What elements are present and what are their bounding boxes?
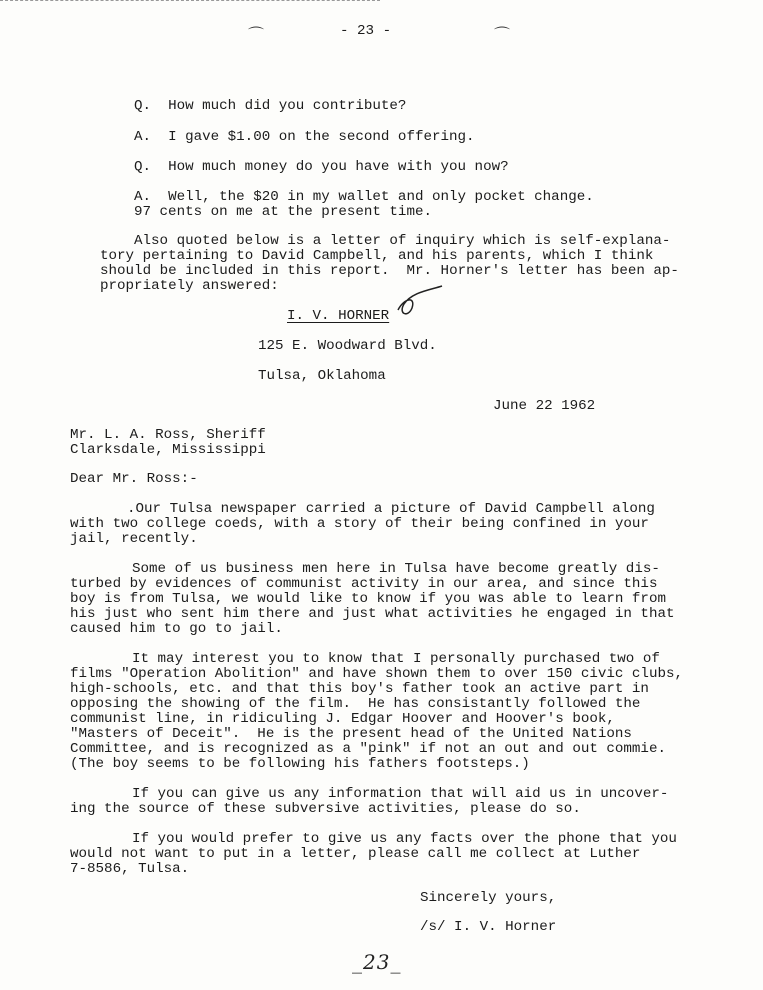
handwritten-mark: [390, 284, 450, 324]
closing: Sincerely yours,: [420, 890, 557, 906]
tick-mark-right: ⌒: [494, 25, 511, 44]
paragraph-line: If you would prefer to give us any facts over the phone that you: [132, 831, 677, 847]
paragraph-line: "Masters of Deceit". He is the present head of the United Nations: [70, 726, 632, 742]
signature: /s/ I. V. Horner: [420, 919, 557, 935]
paragraph-line: films "Operation Abolition" and have shown them to over 150 civic clubs,: [70, 666, 683, 682]
intro-line: tory pertaining to David Campbell, and his parents, which I think: [100, 248, 654, 264]
paragraph-line: high-schools, etc. and that this boy's father took an active part in: [70, 681, 649, 697]
salutation: Dear Mr. Ross:-: [70, 471, 198, 487]
intro-line: propriately answered:: [100, 278, 279, 294]
handwritten-page-number: _23_: [352, 950, 402, 974]
paragraph-line: ing the source of these subversive activities, please do so.: [70, 801, 581, 817]
qa-line-3: Q. How much money do you have with you now?: [134, 159, 509, 175]
qa-line-4-continued: 97 cents on me at the present time.: [134, 204, 432, 220]
paragraph-line: .Our Tulsa newspaper carried a picture of David Campbell along: [127, 501, 655, 517]
intro-line: should be included in this report. Mr. Horner's letter has been ap-: [100, 263, 679, 279]
paragraph-line: It may interest you to know that I personally purchased two of: [132, 651, 660, 667]
qa-line-1: Q. How much did you contribute?: [134, 98, 407, 114]
page-number-header: - 23 -: [340, 23, 392, 39]
paragraph-line: his just who sent him there and just what activities he engaged in that: [70, 606, 675, 622]
intro-line: Also quoted below is a letter of inquiry which is self-explana-: [134, 233, 671, 249]
paragraph-line: communist line, in ridiculing J. Edgar Hoover and Hoover's book,: [70, 711, 615, 727]
paragraph-line: opposing the showing of the film. He has consistantly followed the: [70, 696, 641, 712]
paragraph-line: If you can give us any information that will aid us in uncover-: [132, 786, 669, 802]
letterhead-city: Tulsa, Oklahoma: [258, 368, 386, 384]
recipient-line-1: Mr. L. A. Ross, Sheriff: [70, 427, 266, 443]
qa-line-4: A. Well, the $20 in my wallet and only pocket change.: [134, 189, 594, 205]
recipient-line-2: Clarksdale, Mississippi: [70, 442, 266, 458]
paragraph-line: caused him to go to jail.: [70, 621, 283, 637]
letter-date: June 22 1962: [493, 398, 596, 414]
paragraph-line: (The boy seems to be following his fathers footsteps.): [70, 756, 530, 772]
tick-mark-left: ⌒: [248, 25, 265, 44]
top-dashed-edge: [0, 0, 380, 1]
paragraph-line: 7-8586, Tulsa.: [70, 861, 190, 877]
paragraph-line: Some of us business men here in Tulsa have become greatly dis-: [132, 561, 660, 577]
letterhead-name: I. V. HORNER: [287, 308, 390, 324]
paragraph-line: jail, recently.: [70, 531, 198, 547]
paragraph-line: boy is from Tulsa, we would like to know if you was able to learn from: [70, 591, 666, 607]
paragraph-line: with two college coeds, with a story of their being confined in your: [70, 516, 649, 532]
letterhead-address: 125 E. Woodward Blvd.: [258, 338, 437, 354]
paragraph-line: would not want to put in a letter, please call me collect at Luther: [70, 846, 641, 862]
paragraph-line: turbed by evidences of communist activity in our area, and since this: [70, 576, 658, 592]
paragraph-line: Committee, and is recognized as a "pink" if not an out and out commie.: [70, 741, 666, 757]
qa-line-2: A. I gave $1.00 on the second offering.: [134, 129, 475, 145]
